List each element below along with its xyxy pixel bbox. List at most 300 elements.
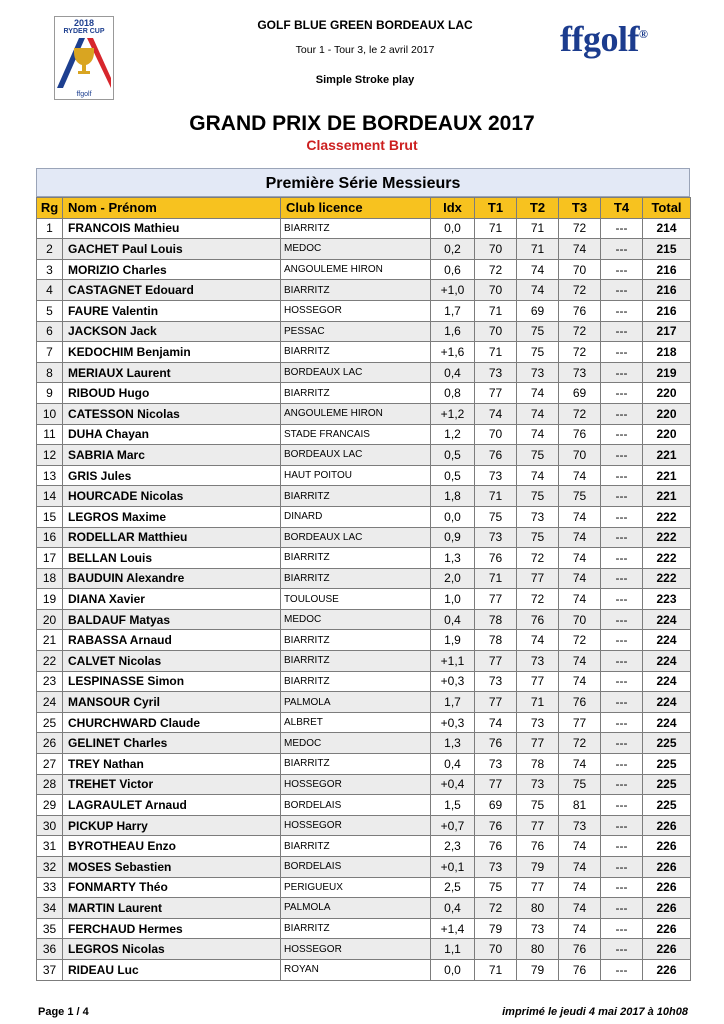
t1-cell: 71 (475, 486, 517, 507)
t1-cell: 78 (475, 630, 517, 651)
t3-cell: 74 (559, 465, 601, 486)
t3-cell: 73 (559, 362, 601, 383)
t3-cell: 76 (559, 424, 601, 445)
round-info: Tour 1 - Tour 3, le 2 avril 2017 (295, 44, 435, 56)
idx-cell: 0,2 (431, 239, 475, 260)
t3-cell: 74 (559, 568, 601, 589)
t3-cell: 75 (559, 486, 601, 507)
t2-cell: 75 (517, 445, 559, 466)
col-club: Club licence (281, 198, 431, 219)
table-row (37, 959, 691, 980)
name-cell: GACHET Paul Louis (63, 239, 281, 260)
total-cell: 214 (643, 218, 691, 239)
idx-cell: 1,3 (431, 733, 475, 754)
t1-cell: 71 (475, 300, 517, 321)
t3-cell: 74 (559, 877, 601, 898)
t1-cell: 76 (475, 548, 517, 569)
club-cell: BORDELAIS (281, 795, 431, 816)
total-cell: 226 (643, 836, 691, 857)
name-cell: DUHA Chayan (63, 424, 281, 445)
t2-cell: 71 (517, 218, 559, 239)
col-rank: Rg (37, 198, 63, 219)
rank-cell: 30 (37, 815, 63, 836)
idx-cell: 0,0 (431, 506, 475, 527)
idx-cell: +0,7 (431, 815, 475, 836)
idx-cell: 2,5 (431, 877, 475, 898)
total-cell: 226 (643, 857, 691, 878)
table-row (37, 692, 691, 713)
table-row (37, 795, 691, 816)
idx-cell: 1,0 (431, 589, 475, 610)
rank-cell: 35 (37, 918, 63, 939)
t3-cell: 72 (559, 733, 601, 754)
t1-cell: 71 (475, 218, 517, 239)
idx-cell: +1,4 (431, 918, 475, 939)
t3-cell: 76 (559, 939, 601, 960)
total-cell: 224 (643, 630, 691, 651)
col-idx: Idx (431, 198, 475, 219)
table-row (37, 836, 691, 857)
t4-cell: --- (601, 857, 643, 878)
name-cell: CALVET Nicolas (63, 651, 281, 672)
t4-cell: --- (601, 939, 643, 960)
t4-cell: --- (601, 774, 643, 795)
table-row (37, 300, 691, 321)
t3-cell: 70 (559, 445, 601, 466)
t4-cell: --- (601, 609, 643, 630)
t2-cell: 77 (517, 733, 559, 754)
idx-cell: 0,0 (431, 959, 475, 980)
t4-cell: --- (601, 795, 643, 816)
rank-cell: 31 (37, 836, 63, 857)
t2-cell: 80 (517, 939, 559, 960)
rank-cell: 27 (37, 754, 63, 775)
idx-cell: 2,0 (431, 568, 475, 589)
t3-cell: 76 (559, 692, 601, 713)
name-cell: TREHET Victor (63, 774, 281, 795)
t4-cell: --- (601, 280, 643, 301)
rank-cell: 11 (37, 424, 63, 445)
print-date: imprimé le jeudi 4 mai 2017 à 10h08 (502, 1006, 688, 1018)
table-row (37, 424, 691, 445)
table-row (37, 589, 691, 610)
t4-cell: --- (601, 445, 643, 466)
t2-cell: 74 (517, 465, 559, 486)
results-section (36, 168, 690, 981)
col-t4: T4 (601, 198, 643, 219)
t4-cell: --- (601, 959, 643, 980)
total-cell: 225 (643, 774, 691, 795)
total-cell: 226 (643, 877, 691, 898)
total-cell: 225 (643, 795, 691, 816)
t2-cell: 73 (517, 712, 559, 733)
col-t1: T1 (475, 198, 517, 219)
idx-cell: 1,7 (431, 300, 475, 321)
name-cell: LEGROS Maxime (63, 506, 281, 527)
idx-cell: +1,6 (431, 342, 475, 363)
total-cell: 226 (643, 918, 691, 939)
table-row (37, 259, 691, 280)
t4-cell: --- (601, 836, 643, 857)
t4-cell: --- (601, 506, 643, 527)
idx-cell: +0,4 (431, 774, 475, 795)
rank-cell: 32 (37, 857, 63, 878)
club-cell: BORDEAUX LAC (281, 527, 431, 548)
t1-cell: 76 (475, 733, 517, 754)
t1-cell: 70 (475, 939, 517, 960)
name-cell: BELLAN Louis (63, 548, 281, 569)
total-cell: 221 (643, 445, 691, 466)
table-row (37, 321, 691, 342)
t2-cell: 73 (517, 651, 559, 672)
table-row (37, 280, 691, 301)
ffgolf-logo-text: ffgolf (560, 19, 639, 59)
idx-cell: 0,4 (431, 609, 475, 630)
rank-cell: 15 (37, 506, 63, 527)
table-row (37, 548, 691, 569)
table-row (37, 815, 691, 836)
t3-cell: 81 (559, 795, 601, 816)
t2-cell: 73 (517, 918, 559, 939)
col-t3: T3 (559, 198, 601, 219)
club-cell: BIARRITZ (281, 754, 431, 775)
name-cell: FERCHAUD Hermes (63, 918, 281, 939)
total-cell: 220 (643, 403, 691, 424)
name-cell: MOSES Sebastien (63, 857, 281, 878)
t4-cell: --- (601, 527, 643, 548)
table-header-row (37, 198, 691, 219)
rank-cell: 29 (37, 795, 63, 816)
name-cell: DIANA Xavier (63, 589, 281, 610)
total-cell: 224 (643, 692, 691, 713)
t4-cell: --- (601, 383, 643, 404)
t1-cell: 73 (475, 465, 517, 486)
t2-cell: 75 (517, 342, 559, 363)
name-cell: BAUDUIN Alexandre (63, 568, 281, 589)
table-row (37, 527, 691, 548)
t4-cell: --- (601, 321, 643, 342)
rank-cell: 2 (37, 239, 63, 260)
t2-cell: 69 (517, 300, 559, 321)
ryder-cup-ffgolf: ffgolf (76, 91, 92, 98)
t3-cell: 72 (559, 280, 601, 301)
t1-cell: 76 (475, 815, 517, 836)
idx-cell: 1,2 (431, 424, 475, 445)
total-cell: 220 (643, 424, 691, 445)
rank-cell: 24 (37, 692, 63, 713)
idx-cell: +0,3 (431, 671, 475, 692)
t3-cell: 74 (559, 239, 601, 260)
rank-cell: 25 (37, 712, 63, 733)
total-cell: 226 (643, 959, 691, 980)
t4-cell: --- (601, 424, 643, 445)
club-cell: STADE FRANCAIS (281, 424, 431, 445)
t4-cell: --- (601, 918, 643, 939)
t2-cell: 72 (517, 548, 559, 569)
t2-cell: 73 (517, 774, 559, 795)
rank-cell: 14 (37, 486, 63, 507)
t2-cell: 74 (517, 259, 559, 280)
t3-cell: 74 (559, 898, 601, 919)
idx-cell: 1,8 (431, 486, 475, 507)
idx-cell: 1,1 (431, 939, 475, 960)
name-cell: GELINET Charles (63, 733, 281, 754)
table-row (37, 877, 691, 898)
rank-cell: 34 (37, 898, 63, 919)
t4-cell: --- (601, 486, 643, 507)
rank-cell: 3 (37, 259, 63, 280)
t1-cell: 71 (475, 568, 517, 589)
t2-cell: 77 (517, 568, 559, 589)
idx-cell: +0,1 (431, 857, 475, 878)
ryder-cup-logo (54, 16, 114, 100)
club-cell: BIARRITZ (281, 548, 431, 569)
t4-cell: --- (601, 362, 643, 383)
table-row (37, 239, 691, 260)
total-cell: 224 (643, 609, 691, 630)
total-cell: 224 (643, 671, 691, 692)
t1-cell: 77 (475, 692, 517, 713)
t1-cell: 73 (475, 754, 517, 775)
t3-cell: 72 (559, 630, 601, 651)
club-cell: HOSSEGOR (281, 774, 431, 795)
t1-cell: 70 (475, 239, 517, 260)
t4-cell: --- (601, 630, 643, 651)
name-cell: LAGRAULET Arnaud (63, 795, 281, 816)
t3-cell: 74 (559, 671, 601, 692)
t2-cell: 73 (517, 362, 559, 383)
name-cell: BALDAUF Matyas (63, 609, 281, 630)
table-row (37, 939, 691, 960)
idx-cell: +1,0 (431, 280, 475, 301)
name-cell: RABASSA Arnaud (63, 630, 281, 651)
t4-cell: --- (601, 733, 643, 754)
idx-cell: 0,8 (431, 383, 475, 404)
table-row (37, 218, 691, 239)
t4-cell: --- (601, 239, 643, 260)
total-cell: 215 (643, 239, 691, 260)
idx-cell: 2,3 (431, 836, 475, 857)
rank-cell: 26 (37, 733, 63, 754)
rank-cell: 18 (37, 568, 63, 589)
idx-cell: 0,5 (431, 445, 475, 466)
club-cell: BIARRITZ (281, 630, 431, 651)
t4-cell: --- (601, 712, 643, 733)
name-cell: MARTIN Laurent (63, 898, 281, 919)
t4-cell: --- (601, 300, 643, 321)
t2-cell: 74 (517, 403, 559, 424)
club-cell: BIARRITZ (281, 836, 431, 857)
table-row (37, 383, 691, 404)
t4-cell: --- (601, 548, 643, 569)
t2-cell: 75 (517, 321, 559, 342)
t2-cell: 74 (517, 280, 559, 301)
t4-cell: --- (601, 259, 643, 280)
t3-cell: 74 (559, 857, 601, 878)
idx-cell: +1,1 (431, 651, 475, 672)
t3-cell: 70 (559, 259, 601, 280)
name-cell: RIBOUD Hugo (63, 383, 281, 404)
t2-cell: 74 (517, 383, 559, 404)
total-cell: 224 (643, 651, 691, 672)
t2-cell: 74 (517, 630, 559, 651)
ffgolf-logo (560, 18, 647, 60)
name-cell: JACKSON Jack (63, 321, 281, 342)
t1-cell: 77 (475, 651, 517, 672)
t2-cell: 79 (517, 857, 559, 878)
club-cell: BIARRITZ (281, 918, 431, 939)
ffgolf-registered-mark: ® (638, 27, 648, 41)
t4-cell: --- (601, 403, 643, 424)
idx-cell: 0,0 (431, 218, 475, 239)
rank-cell: 16 (37, 527, 63, 548)
t2-cell: 75 (517, 795, 559, 816)
rank-cell: 22 (37, 651, 63, 672)
total-cell: 222 (643, 568, 691, 589)
page-title: GRAND PRIX DE BORDEAUX 2017 (189, 112, 535, 135)
table-row (37, 754, 691, 775)
t1-cell: 72 (475, 898, 517, 919)
club-cell: PESSAC (281, 321, 431, 342)
total-cell: 220 (643, 383, 691, 404)
idx-cell: +0,3 (431, 712, 475, 733)
name-cell: GRIS Jules (63, 465, 281, 486)
t3-cell: 77 (559, 712, 601, 733)
t4-cell: --- (601, 671, 643, 692)
table-row (37, 630, 691, 651)
club-cell: DINARD (281, 506, 431, 527)
t1-cell: 75 (475, 877, 517, 898)
club-cell: BIARRITZ (281, 651, 431, 672)
t3-cell: 72 (559, 342, 601, 363)
idx-cell: 1,7 (431, 692, 475, 713)
club-name: GOLF BLUE GREEN BORDEAUX LAC (257, 18, 473, 32)
name-cell: FAURE Valentin (63, 300, 281, 321)
t2-cell: 72 (517, 589, 559, 610)
total-cell: 222 (643, 548, 691, 569)
club-cell: HAUT POITOU (281, 465, 431, 486)
name-cell: CATESSON Nicolas (63, 403, 281, 424)
t4-cell: --- (601, 754, 643, 775)
table-row (37, 733, 691, 754)
club-cell: BIARRITZ (281, 280, 431, 301)
t3-cell: 74 (559, 651, 601, 672)
t3-cell: 74 (559, 527, 601, 548)
t3-cell: 74 (559, 548, 601, 569)
t1-cell: 71 (475, 959, 517, 980)
idx-cell: 1,3 (431, 548, 475, 569)
t4-cell: --- (601, 651, 643, 672)
t3-cell: 73 (559, 815, 601, 836)
t1-cell: 69 (475, 795, 517, 816)
total-cell: 221 (643, 465, 691, 486)
t3-cell: 76 (559, 300, 601, 321)
rank-cell: 21 (37, 630, 63, 651)
t2-cell: 71 (517, 239, 559, 260)
idx-cell: 0,4 (431, 898, 475, 919)
club-cell: BORDELAIS (281, 857, 431, 878)
table-row (37, 445, 691, 466)
rank-cell: 10 (37, 403, 63, 424)
t3-cell: 72 (559, 321, 601, 342)
t2-cell: 80 (517, 898, 559, 919)
club-cell: ROYAN (281, 959, 431, 980)
idx-cell: 0,4 (431, 362, 475, 383)
club-cell: PERIGUEUX (281, 877, 431, 898)
rank-cell: 12 (37, 445, 63, 466)
total-cell: 217 (643, 321, 691, 342)
rank-cell: 37 (37, 959, 63, 980)
rank-cell: 9 (37, 383, 63, 404)
total-cell: 225 (643, 733, 691, 754)
t1-cell: 70 (475, 280, 517, 301)
name-cell: RODELLAR Matthieu (63, 527, 281, 548)
club-cell: MEDOC (281, 733, 431, 754)
idx-cell: 1,6 (431, 321, 475, 342)
rank-cell: 36 (37, 939, 63, 960)
total-cell: 225 (643, 754, 691, 775)
idx-cell: 0,4 (431, 754, 475, 775)
club-cell: ANGOULEME HIRON (281, 403, 431, 424)
col-name: Nom - Prénom (63, 198, 281, 219)
t1-cell: 71 (475, 342, 517, 363)
rank-cell: 5 (37, 300, 63, 321)
table-row (37, 403, 691, 424)
total-cell: 216 (643, 300, 691, 321)
club-cell: MEDOC (281, 239, 431, 260)
idx-cell: 1,9 (431, 630, 475, 651)
table-row (37, 671, 691, 692)
idx-cell: 0,9 (431, 527, 475, 548)
t3-cell: 74 (559, 836, 601, 857)
name-cell: HOURCADE Nicolas (63, 486, 281, 507)
t4-cell: --- (601, 589, 643, 610)
total-cell: 221 (643, 486, 691, 507)
t2-cell: 77 (517, 877, 559, 898)
t3-cell: 75 (559, 774, 601, 795)
name-cell: PICKUP Harry (63, 815, 281, 836)
t2-cell: 76 (517, 836, 559, 857)
rank-cell: 13 (37, 465, 63, 486)
t3-cell: 69 (559, 383, 601, 404)
t4-cell: --- (601, 568, 643, 589)
table-row (37, 918, 691, 939)
t4-cell: --- (601, 815, 643, 836)
name-cell: LESPINASSE Simon (63, 671, 281, 692)
rank-cell: 17 (37, 548, 63, 569)
table-row (37, 486, 691, 507)
t2-cell: 76 (517, 609, 559, 630)
ryder-cup-trophy-icon (57, 38, 111, 88)
page-subtitle: Classement Brut (306, 137, 418, 153)
rank-cell: 6 (37, 321, 63, 342)
t2-cell: 77 (517, 815, 559, 836)
total-cell: 218 (643, 342, 691, 363)
t1-cell: 78 (475, 609, 517, 630)
club-cell: MEDOC (281, 609, 431, 630)
total-cell: 222 (643, 506, 691, 527)
total-cell: 223 (643, 589, 691, 610)
table-row (37, 465, 691, 486)
t1-cell: 74 (475, 403, 517, 424)
t2-cell: 75 (517, 527, 559, 548)
rank-cell: 8 (37, 362, 63, 383)
total-cell: 224 (643, 712, 691, 733)
name-cell: MANSOUR Cyril (63, 692, 281, 713)
club-cell: HOSSEGOR (281, 939, 431, 960)
rank-cell: 1 (37, 218, 63, 239)
series-title: Première Série Messieurs (36, 168, 690, 197)
